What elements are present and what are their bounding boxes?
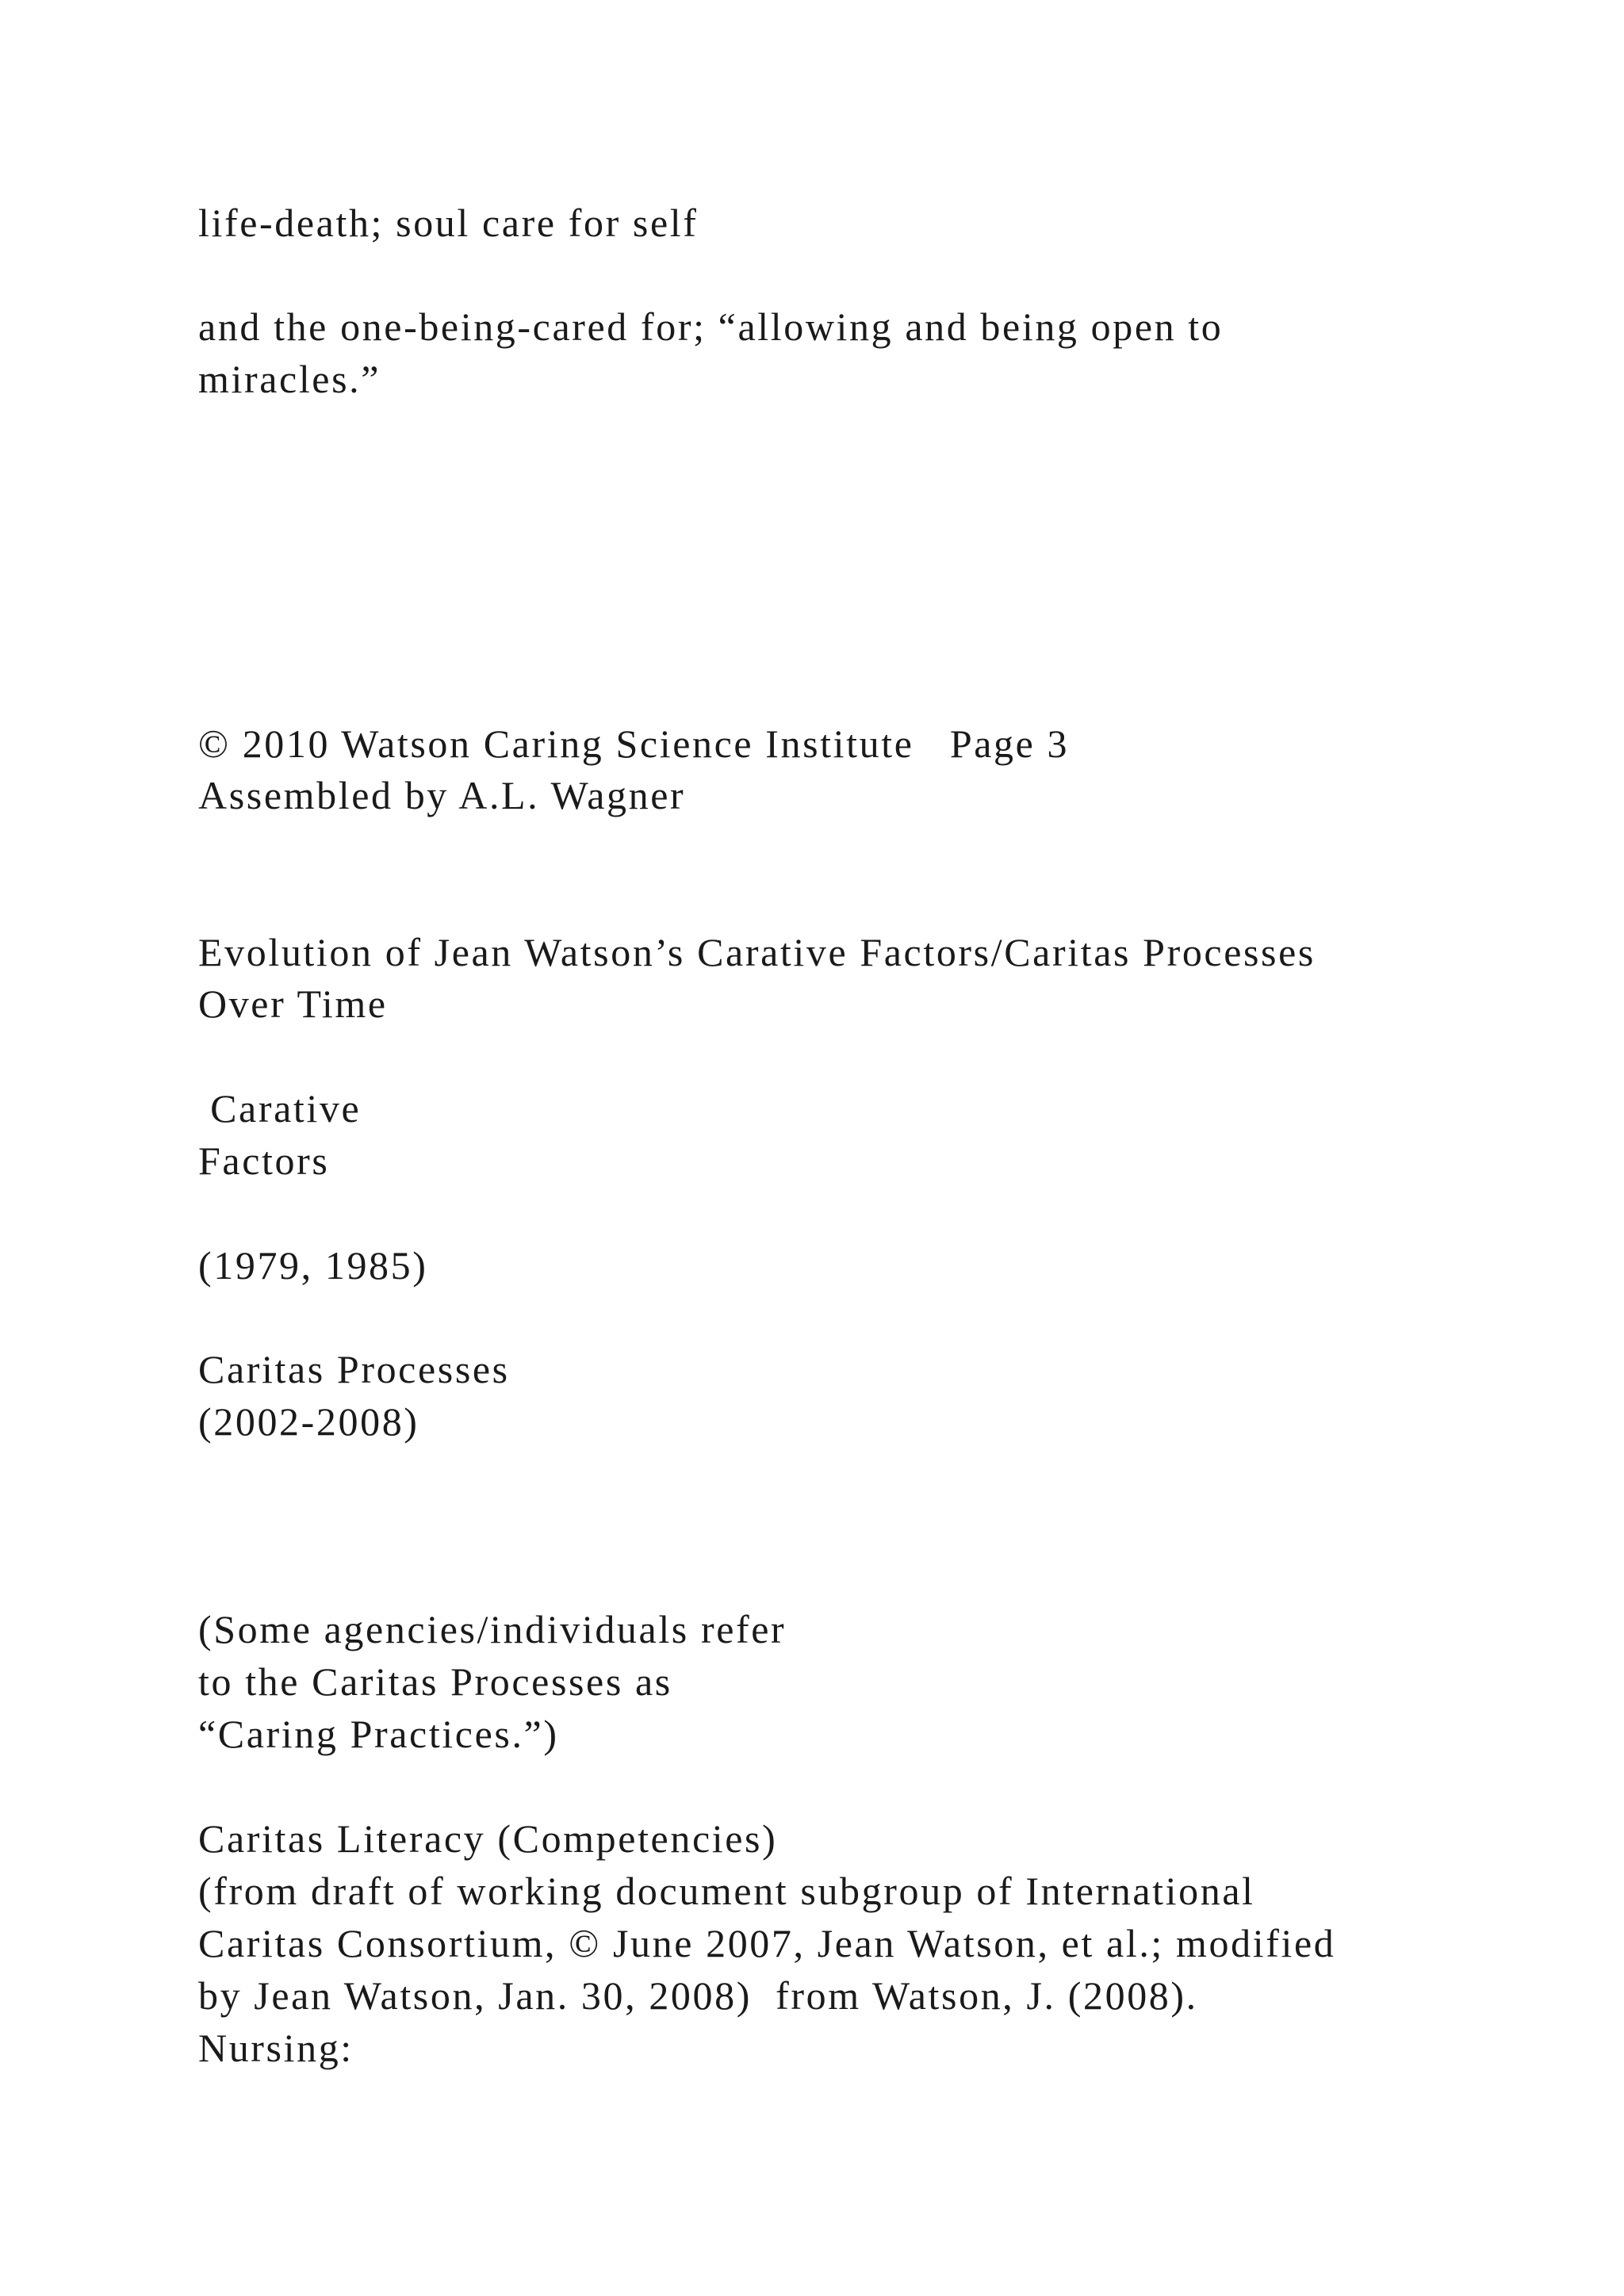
text-line: Caritas Literacy (Competencies) (198, 1816, 778, 1861)
text-line: (2002-2008) (198, 1399, 419, 1444)
section-title: Evolution of Jean Watson’s Carative Factors/Caritas Processes (198, 930, 1316, 974)
text-line: Nursing: (198, 2026, 354, 2070)
text-line: (from draft of working document subgroup of International (198, 1869, 1255, 1913)
text-line: by Jean Watson, Jan. 30, 2008) from Watson, J. (2008). (198, 1973, 1198, 2018)
section-title-continued: Over Time (198, 982, 388, 1026)
text-line: (1979, 1985) (198, 1243, 428, 1288)
text-line: life-death; soul care for self (198, 201, 699, 245)
text-line: Caritas Processes (198, 1347, 510, 1391)
assembled-by-line: Assembled by A.L. Wagner (198, 773, 686, 817)
text-line: and the one-being-cared for; “allowing and being open to (198, 304, 1224, 349)
text-line: “Caring Practices.”) (198, 1712, 559, 1756)
text-line: miracles.” (198, 357, 381, 401)
text-line: Caritas Consortium, © June 2007, Jean Watson, et al.; modified (198, 1921, 1336, 1965)
text-line: Carative (198, 1086, 362, 1131)
text-line: (Some agencies/individuals refer (198, 1607, 787, 1651)
text-line: Factors (198, 1138, 330, 1183)
text-line: to the Caritas Processes as (198, 1659, 672, 1704)
copyright-line: © 2010 Watson Caring Science Institute Page 3 (198, 721, 1070, 766)
